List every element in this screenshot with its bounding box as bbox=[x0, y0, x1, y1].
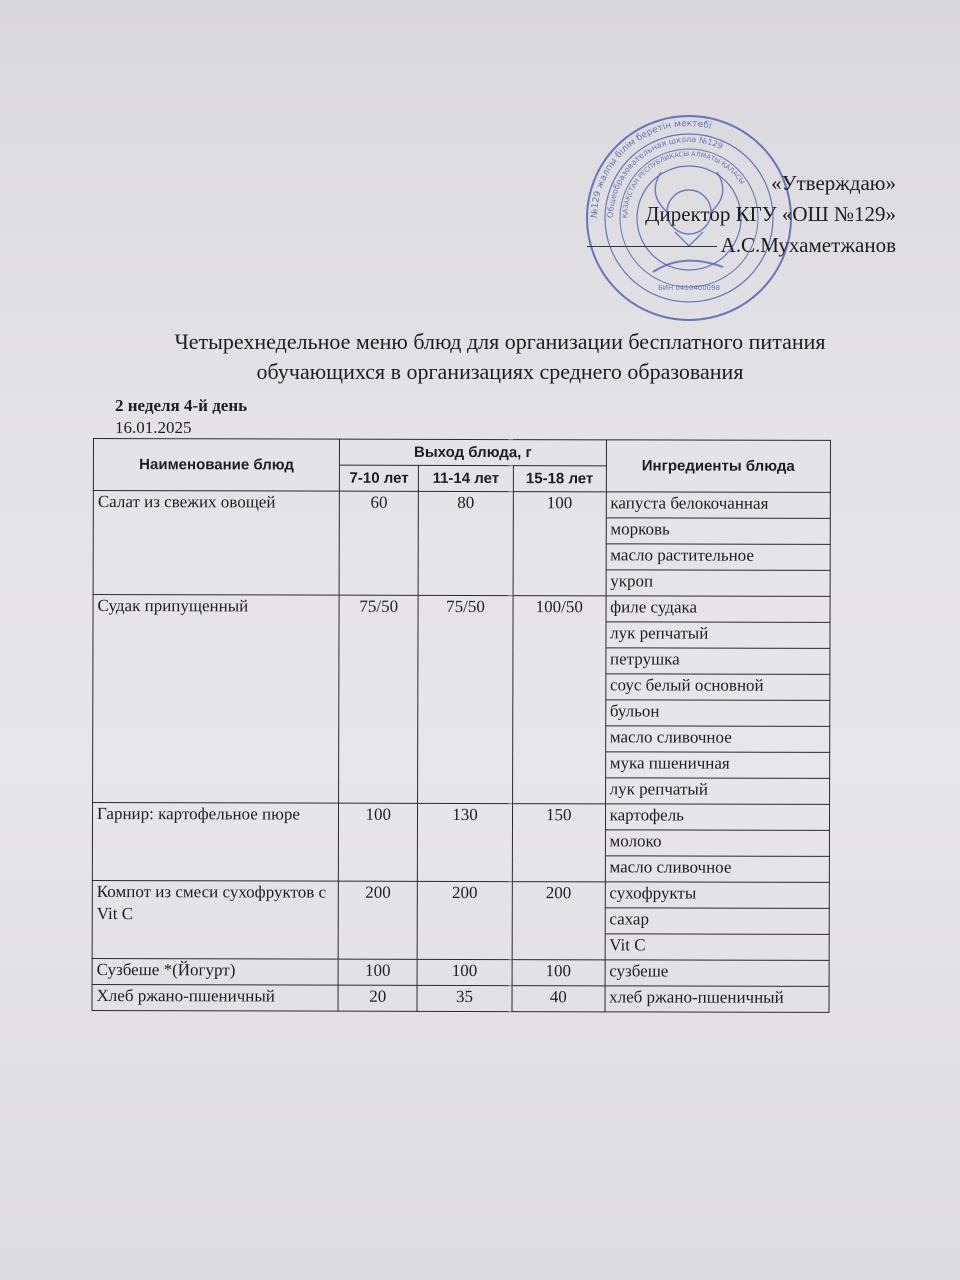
ingredient-cell: масло растительное bbox=[606, 544, 830, 571]
ingredient-cell: масло сливочное bbox=[605, 726, 829, 753]
stamp-outer-text: №129 жалпы білім беретін мектебі bbox=[589, 118, 713, 219]
table-row bbox=[93, 491, 830, 519]
table-row bbox=[93, 595, 830, 623]
ingredient-cell: морковь bbox=[606, 518, 830, 545]
yield-11-14: 130 bbox=[417, 803, 512, 881]
yield-7-10: 75/50 bbox=[339, 595, 418, 803]
yield-11-14: 75/50 bbox=[418, 595, 513, 803]
header-age-11-14: 11-14 лет bbox=[418, 465, 513, 491]
ingredient-cell: молоко bbox=[605, 830, 829, 857]
ingredient-cell: сузбеше bbox=[605, 960, 829, 987]
ingredient-cell: капуста белокочанная bbox=[606, 492, 830, 519]
yield-15-18: 150 bbox=[512, 804, 605, 882]
yield-7-10: 200 bbox=[338, 881, 417, 959]
dish-name: Компот из смеси сухофруктов с Vit C bbox=[92, 880, 338, 959]
yield-7-10: 60 bbox=[339, 491, 418, 595]
stamp-bin: БИН 0410400098 bbox=[657, 284, 721, 292]
ingredient-cell: укроп bbox=[606, 570, 830, 597]
week-day-label: 2 неделя 4-й день bbox=[115, 396, 248, 415]
menu-table bbox=[91, 438, 830, 1013]
stamp-inner-text: Общеобразовательная школа №129 bbox=[605, 134, 725, 219]
dish-name: Сузбеше *(Йогурт) bbox=[92, 958, 338, 985]
ingredient-cell: филе судака bbox=[606, 596, 830, 623]
header-yield: Выход блюда, г bbox=[340, 439, 606, 466]
table-row bbox=[92, 803, 829, 831]
yield-15-18: 40 bbox=[512, 986, 605, 1012]
yield-7-10: 20 bbox=[338, 985, 417, 1011]
director-signature-line bbox=[560, 230, 896, 261]
dish-name: Гарнир: картофельное пюре bbox=[92, 803, 338, 882]
title-line-2: обучающихся в организациях среднего образования bbox=[256, 359, 744, 384]
ingredient-cell: бульон bbox=[605, 700, 829, 727]
dish-name: Судак припущенный bbox=[93, 595, 340, 804]
ingredient-cell: мука пшеничная bbox=[605, 752, 829, 779]
yield-15-18: 200 bbox=[512, 882, 605, 960]
header-age-15-18: 15-18 лет bbox=[513, 466, 606, 492]
ingredient-cell: петрушка bbox=[605, 648, 829, 675]
ingredient-cell: сахар bbox=[605, 908, 829, 935]
yield-15-18: 100 bbox=[512, 960, 605, 986]
yield-15-18: 100 bbox=[513, 492, 606, 596]
dish-name: Хлеб ржано-пшеничный bbox=[92, 984, 338, 1011]
stamp-mid-text: ҚАЗАҚСТАН РЕСПУБЛИКАСЫ АЛМАТЫ ҚАЛАСЫ bbox=[620, 149, 747, 219]
ingredient-cell: хлеб ржано-пшеничный bbox=[605, 986, 829, 1013]
header-age-7-10: 7-10 лет bbox=[340, 465, 419, 491]
director-title: Директор КГУ «ОШ №129» bbox=[645, 202, 896, 226]
yield-7-10: 100 bbox=[338, 959, 417, 985]
table-row bbox=[92, 984, 829, 1012]
approval-line: «Утверждаю» bbox=[771, 171, 896, 195]
approval-block bbox=[560, 168, 896, 261]
yield-11-14: 35 bbox=[417, 985, 512, 1011]
document-title bbox=[120, 327, 880, 387]
yield-15-18: 100/50 bbox=[512, 596, 605, 804]
header-ingredients: Ингредиенты блюда bbox=[606, 440, 831, 493]
signature-blank bbox=[587, 246, 717, 247]
menu-date: 16.01.2025 bbox=[115, 418, 192, 437]
ingredient-cell: сухофрукты bbox=[605, 882, 829, 909]
yield-7-10: 100 bbox=[339, 803, 418, 881]
ingredient-cell: лук репчатый bbox=[606, 622, 830, 649]
table-row bbox=[92, 958, 829, 986]
yield-11-14: 80 bbox=[418, 491, 513, 595]
ingredient-cell: картофель bbox=[605, 804, 829, 831]
ingredient-cell: лук репчатый bbox=[605, 778, 829, 805]
yield-11-14: 100 bbox=[417, 959, 512, 985]
ingredient-cell: Vit C bbox=[605, 934, 829, 961]
director-name: А.С.Мухаметжанов bbox=[720, 233, 896, 257]
header-dish-name: Наименование блюд bbox=[93, 439, 339, 492]
title-line-1: Четырехнедельное меню блюд для организации бесплатного питания bbox=[174, 329, 826, 354]
dish-name: Салат из свежих овощей bbox=[93, 491, 340, 596]
yield-11-14: 200 bbox=[417, 881, 512, 959]
ingredient-cell: масло сливочное bbox=[605, 856, 829, 883]
ingredient-cell: соус белый основной bbox=[605, 674, 829, 701]
table-row bbox=[92, 880, 829, 908]
menu-table-body bbox=[92, 491, 830, 1013]
